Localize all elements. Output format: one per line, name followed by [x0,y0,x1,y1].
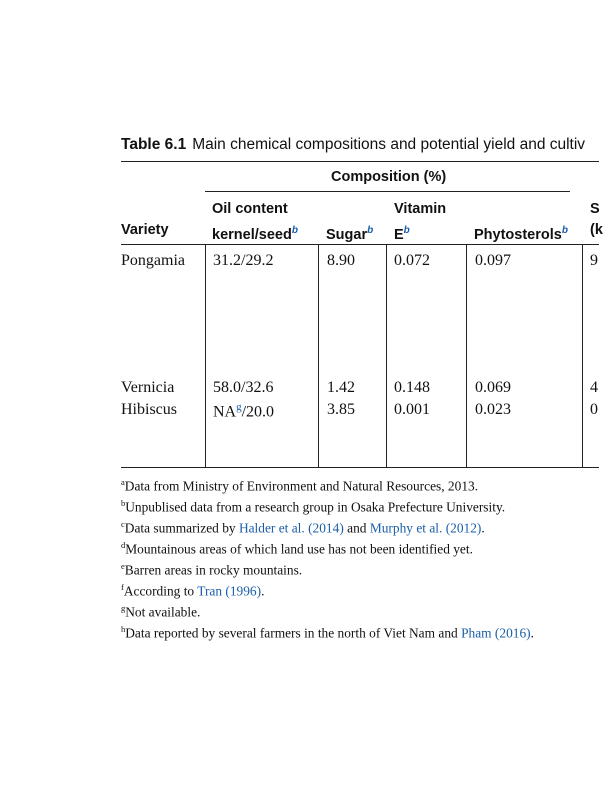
footnote-marker: b [121,497,126,508]
cell-variety: Vernicia [121,379,175,396]
cut-header-line2: (k [590,222,603,238]
header-vitamin-e [394,199,446,246]
cell-phytosterols: 0.069 [475,379,511,396]
footnote-marker: c [121,518,125,529]
top-rule [121,161,599,162]
cell-phytosterols: 0.097 [475,252,511,269]
oil-header-line2: kernel/seed [212,226,292,243]
composition-label: Composition (%) [331,169,447,185]
cell-vitamin-e: 0.001 [394,401,430,418]
cell-sugar: 1.42 [327,379,355,396]
citation-link[interactable]: Pham (2016) [461,625,531,641]
col-divider [205,244,206,468]
citation-link[interactable]: Murphy et al. (2012) [369,520,482,536]
footnote-text: Data reported by several farmers in the north of Viet Nam and [125,625,462,641]
citation-link[interactable]: Halder et al. (2014) [238,520,344,536]
cell-phytosterols: 0.023 [475,401,511,418]
cell-sugar: 3.85 [327,401,355,418]
footnote [121,558,534,579]
footnote-text: Mountainous areas of which land use has not been identified yet. [125,541,473,557]
footnote-marker: e [121,560,125,571]
cell-sugar: 8.90 [327,252,355,269]
footnote-text: Data from Ministry of Environment and Natural Resources, 2013. [124,478,479,494]
footnote-text: Barren areas in rocky mountains. [124,562,303,578]
cut-header-line1: S [590,201,600,217]
header-oil-content [212,199,298,246]
footnote-text: According to [123,583,198,599]
sugar-header-text: Sugar [326,226,368,243]
cell-vitamin-e: 0.148 [394,379,430,396]
footnote-marker: g [121,602,126,613]
composition-rule [205,191,570,192]
oil-na-text: NA [213,403,237,421]
cell-cut: 9 [590,252,598,269]
footnote [121,579,534,600]
footnote-text: . [481,520,485,536]
phytosterols-header-text: Phytosterols [474,226,562,243]
table-title: Main chemical compositions and potential yield and cultiv [192,136,586,153]
footnote-text: . [261,583,265,599]
col-divider [582,244,583,468]
footnote-marker: b [561,225,568,236]
table-bottom-rule [121,467,599,468]
composition-group-header [331,167,446,188]
header-phytosterols [474,220,568,246]
cell-oil: 58.0/32.6 [213,379,274,396]
footnote-marker: d [121,539,126,550]
footnote-text: Not available. [125,604,201,620]
footnote-marker: h [121,623,126,634]
footnote-text: Unpublised data from a research group in Osaka Prefecture University. [125,499,506,515]
vitamin-header-line2: E [394,226,404,243]
header-sugar [326,220,373,246]
footnote [121,516,534,537]
cell-oil: 31.2/29.2 [213,252,274,269]
citation-link[interactable]: Tran (1996) [197,583,262,599]
header-variety [121,220,169,241]
col-divider [318,244,319,468]
footnote [121,495,534,516]
oil-seed-value: /20.0 [241,403,275,421]
cell-cut: 4 [590,379,598,396]
cell-oil [213,401,274,421]
footnote-text: . [530,625,534,641]
footnote-marker: g [236,401,242,413]
footnote [121,474,534,495]
table-label: Table 6.1 [121,136,187,153]
header-cut-column [590,199,603,241]
footnote-marker: b [367,225,374,236]
cell-vitamin-e: 0.072 [394,252,430,269]
footnote [121,600,534,621]
footnote-marker: b [403,225,410,236]
footnote-marker: a [121,477,125,487]
col-divider [466,244,467,468]
variety-header-text: Variety [121,222,169,238]
footnote [121,621,534,642]
footnote-text: and [343,520,370,536]
footnote-marker: b [291,225,298,236]
table-caption [121,136,585,154]
oil-header-line1: Oil content [212,201,288,217]
footnotes [121,474,534,642]
col-divider [386,244,387,468]
footnote-text: Data summarized by [124,520,239,536]
vitamin-header-line1: Vitamin [394,201,447,217]
cell-variety: Hibiscus [121,401,177,418]
cell-variety: Pongamia [121,252,185,269]
footnote-marker: f [121,581,124,592]
cell-cut: 0 [590,401,598,418]
footnote [121,537,534,558]
